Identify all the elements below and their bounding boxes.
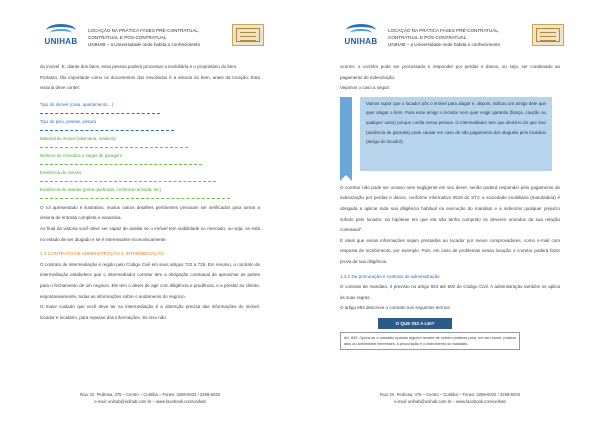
header-title: LOCAÇÃO NA PRÁTICA FASES PRÉ-CONTRATUAL, CONTRATUAL E PÓS-CONTRATUAL UNIHAB – a Universidade onde habita o conhecimento: [88, 28, 201, 47]
list-item: Existência de móveis: [40, 165, 216, 182]
paragraph: ocorrer, o corretor pode ser processado e responder por perdas e danos, ou seja, ser condenado ao pagamento de indenização.: [340, 64, 560, 80]
page-footer: Rua: Dr. Pedrosa, 475 – Centro – Curitiba – Fones: 3259-6032 / 3259-6033 e-mail: unihab@unihab.com.br – www.facebook.com/unihab: [380, 392, 520, 404]
left-content: [40, 62, 260, 323]
section-title: 1.3 CONTRATO DE ADMINISTRAÇÃO E INTERMEDIAÇÃO: [40, 251, 164, 257]
paragraph: O contrato de intermediação é regido pelo Código Civil em seus artigos 722 a 729. Em resumo, o contrato de intermediação estabelece que o intermediador corretor tem a obrigação contratual de aproximar as partes para o fechamento de um negócio. Ele tem o dever de agir com diligência e prudência, e a prestar ao cliente, espontaneamente, todas as informações sobre o andamento do negócio.: [40, 261, 260, 299]
paragraph: O contrato de mandato, é previsto no artigo 653 até 692 do Código Civil. A administração também se aplica às suas regras.: [340, 284, 560, 300]
law-quote-body: Art. 653. Opera-se o mandato quando alguém recebe de outrem poderes para, em seu nome, praticar atos ou administrar interesses. A procuração é o instrumento do mandato.: [340, 332, 520, 350]
unihab-logo: [340, 22, 382, 48]
list-item: Existência de avarias (porta quebrada, cerâmica rachada, etc): [40, 182, 230, 199]
logo-text: UNIHAB: [344, 37, 378, 46]
paragraph: O artigo 653 descreve o contrato nos seguintes termos:: [340, 305, 451, 311]
paragraph: Vejamos o caso a seguir:: [340, 85, 391, 91]
logo-text: UNIHAB: [44, 37, 78, 46]
list-item: Tipo do piso, janelas, pintura: [40, 114, 174, 131]
bookmark-icon: [340, 97, 352, 175]
paragraph: O rol apresentado é ilustrativo, muitos outros detalhes pertinentes precisam ser verificados para tornar a vistoria de entrada completa e exaustiva.: [40, 204, 260, 221]
unihab-logo: [40, 22, 82, 48]
section-title: 1.3.1 Da procuração e contrato de administração: [340, 273, 440, 279]
right-content: [340, 62, 560, 350]
list-item: Tipo do imóvel (casa, apartamento…): [40, 97, 160, 114]
paragraph: É ideal que essas informações sejam prestadas ao locador por meios comprovadores, como e-mail com resposta de recebimento, por exemplo. Pois, em caso de problemas nessa locação o corretor poderá fazer prova de sua diligência.: [340, 237, 560, 264]
law-quote-title: O QUE DIZ A LEI?: [378, 318, 452, 329]
page-header: [0, 22, 300, 50]
inspection-list: [40, 97, 260, 199]
right-page: [300, 0, 600, 424]
paragraph: Ao final da vistoria você deve ser capaz de avaliar se o imóvel tem viabilidade no mercado, ou seja, se está no estado de ser alugado e se é interessante economicamente.: [40, 225, 260, 242]
header-title: LOCAÇÃO NA PRÁTICA FASES PRÉ-CONTRATUAL, CONTRATUAL E PÓS-CONTRATUAL UNIHAB – a Universidade onde habita o conhecimento: [388, 28, 501, 47]
paragraph: Portanto, tão importante como os documentos dos envolvidos é a vistoria do bem, antes da locação. Esta vistoria deve conter:: [40, 74, 260, 91]
seal-image: [532, 24, 564, 46]
page-header: [300, 22, 600, 50]
example-callout: [340, 97, 560, 175]
callout-text: Vamos supor que o locador pôs o imóvel para alugar e, depois, indicou um amigo dele que quer alugar o bem. Para esse amigo o locador nem quer exigir garantia (fiança, caução ou qualquer outra) porque confia nessa pessoa. O intermediador tem que alertá-lo do que isso (ausência de garantia) pode causar em caso de não pagamento dos aluguéis pelo locatário (amigo do locador).: [360, 97, 552, 171]
page-footer: Rua: Dr. Pedrosa, 475 – Centro – Curitiba – Fones: 3259-6032 / 3259-6033 e-mail: unihab@unihab.com.br – www.facebook.com/unihab: [80, 392, 220, 404]
list-item: Material do imóvel (alvenaria, madeira): [40, 131, 188, 148]
paragraph: O maior cuidado que você deve ter na intermediação é a obtenção precisa das informações do imóvel, locador e locatário, para repasse das informações. Se isso não: [40, 304, 260, 320]
paragraph: do imóvel. E, diante dos fatos, essa pessoa poderá processar a imobiliária e o proprietário do bem.: [40, 64, 238, 69]
list-item: Número de cômodos e vagas de garagem: [40, 148, 202, 165]
paragraph: O corretor não pode ser omisso nem negligente em seu dever, senão poderá responder pelo pagamento de indenização por perdas e danos, conforme informativo 0519 do STJ: a sociedade imobiliária (mandatária) é obrigada a aplicar toda sua diligência habitual na execução do mandato e a indenizar qualquer prejuízo sofrido pelo locador, na hipótese em que ela não tenha cumprido os deveres oriundos da sua relação contratual”.: [340, 184, 560, 233]
seal-image: [232, 24, 264, 46]
